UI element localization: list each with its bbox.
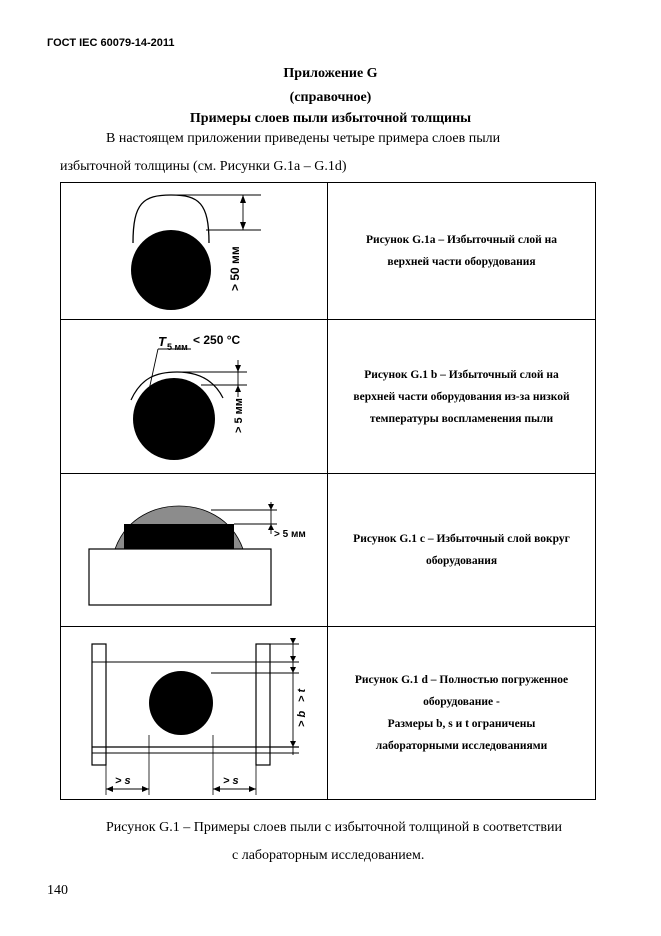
dimension-label-s-left: > s — [115, 775, 131, 787]
intro-line-1: В настоящем приложении приведены четыре примера слоев пыли — [106, 131, 501, 146]
caption-line: лабораторными исследованиями — [375, 740, 548, 752]
temperature-subscript: 5 мм — [167, 342, 188, 352]
dimension-label-t: > t — [296, 688, 308, 702]
caption-line: Размеры b, s и t ограничены — [387, 718, 536, 730]
figures-table — [60, 182, 596, 800]
figure-b-drawing — [61, 320, 328, 474]
dimension-label: > 50 мм — [228, 246, 242, 291]
arrow-head-icon — [240, 222, 246, 230]
arrow-head-icon — [235, 365, 241, 372]
arrow-head-icon — [268, 504, 274, 510]
appendix-kind: (справочное) — [289, 90, 372, 105]
arrow-head-icon — [235, 385, 241, 392]
appendix-title: Приложение G — [283, 66, 378, 81]
arrow-head-icon — [213, 786, 220, 792]
dimension-label-b: > b — [296, 710, 308, 727]
figure-row-d — [61, 627, 596, 800]
figure-d-svg — [61, 627, 327, 799]
figure-row-a — [61, 183, 596, 320]
caption-line: Рисунок G.1 b – Избыточный слой на — [364, 368, 559, 381]
figure-a-drawing — [61, 183, 328, 320]
figure-caption-line-2: с лабораторным исследованием. — [232, 848, 425, 863]
figure-a-svg — [61, 183, 327, 319]
arrow-head-icon — [290, 638, 296, 644]
figure-c-drawing — [61, 474, 328, 627]
figure-row-c — [61, 474, 596, 627]
figure-c-svg — [61, 474, 327, 626]
arrow-head-icon — [240, 195, 246, 203]
temperature-limit: < 250 °C — [193, 333, 241, 347]
intro-line-2: избыточной толщины (см. Рисунки G.1a – G.1d) — [60, 159, 347, 174]
figure-caption-line-1: Рисунок G.1 – Примеры слоев пыли с избыточной толщиной в соответствии — [106, 820, 562, 835]
dimension-label: > 5 мм — [274, 529, 306, 540]
equipment-block — [124, 524, 234, 550]
arrow-head-icon — [106, 786, 113, 792]
caption-line: верхней части оборудования из-за низкой — [353, 390, 570, 403]
appendix-heading: Примеры слоев пыли избыточной толщины — [189, 111, 472, 126]
caption-line: оборудование - — [423, 696, 500, 708]
equipment-circle — [131, 230, 211, 310]
page-number: 140 — [47, 883, 68, 898]
caption-line: температуры воспламенения пыли — [369, 412, 554, 425]
caption-line: Рисунок G.1a – Избыточный слой на — [365, 234, 558, 246]
arrow-head-icon — [290, 741, 296, 747]
figure-c-caption — [328, 474, 596, 627]
base-plate — [89, 549, 271, 605]
equipment-circle — [149, 671, 213, 735]
figure-d-caption — [328, 627, 596, 800]
arrow-head-icon — [290, 667, 296, 673]
figure-d-drawing — [61, 627, 328, 800]
temperature-symbol: T — [158, 334, 166, 349]
document-header: ГОСТ IEC 60079-14-2011 — [47, 37, 175, 49]
figure-row-b — [61, 320, 596, 474]
arrow-head-icon — [142, 786, 149, 792]
caption-line: Рисунок G.1 c – Избыточный слой вокруг — [353, 533, 570, 545]
figure-b-caption — [328, 320, 596, 474]
caption-line: оборудования — [425, 555, 498, 567]
caption-line: Рисунок G.1 d – Полностью погруженное — [354, 674, 569, 686]
dimension-label-s-right: > s — [223, 775, 239, 787]
figure-b-svg — [61, 320, 327, 473]
equipment-circle — [133, 378, 215, 460]
figure-a-caption — [328, 183, 596, 320]
caption-line: верхней части оборудования — [387, 256, 536, 268]
dimension-label: > 5 мм — [233, 398, 245, 433]
arrow-head-icon — [249, 786, 256, 792]
arrow-head-icon — [290, 656, 296, 662]
